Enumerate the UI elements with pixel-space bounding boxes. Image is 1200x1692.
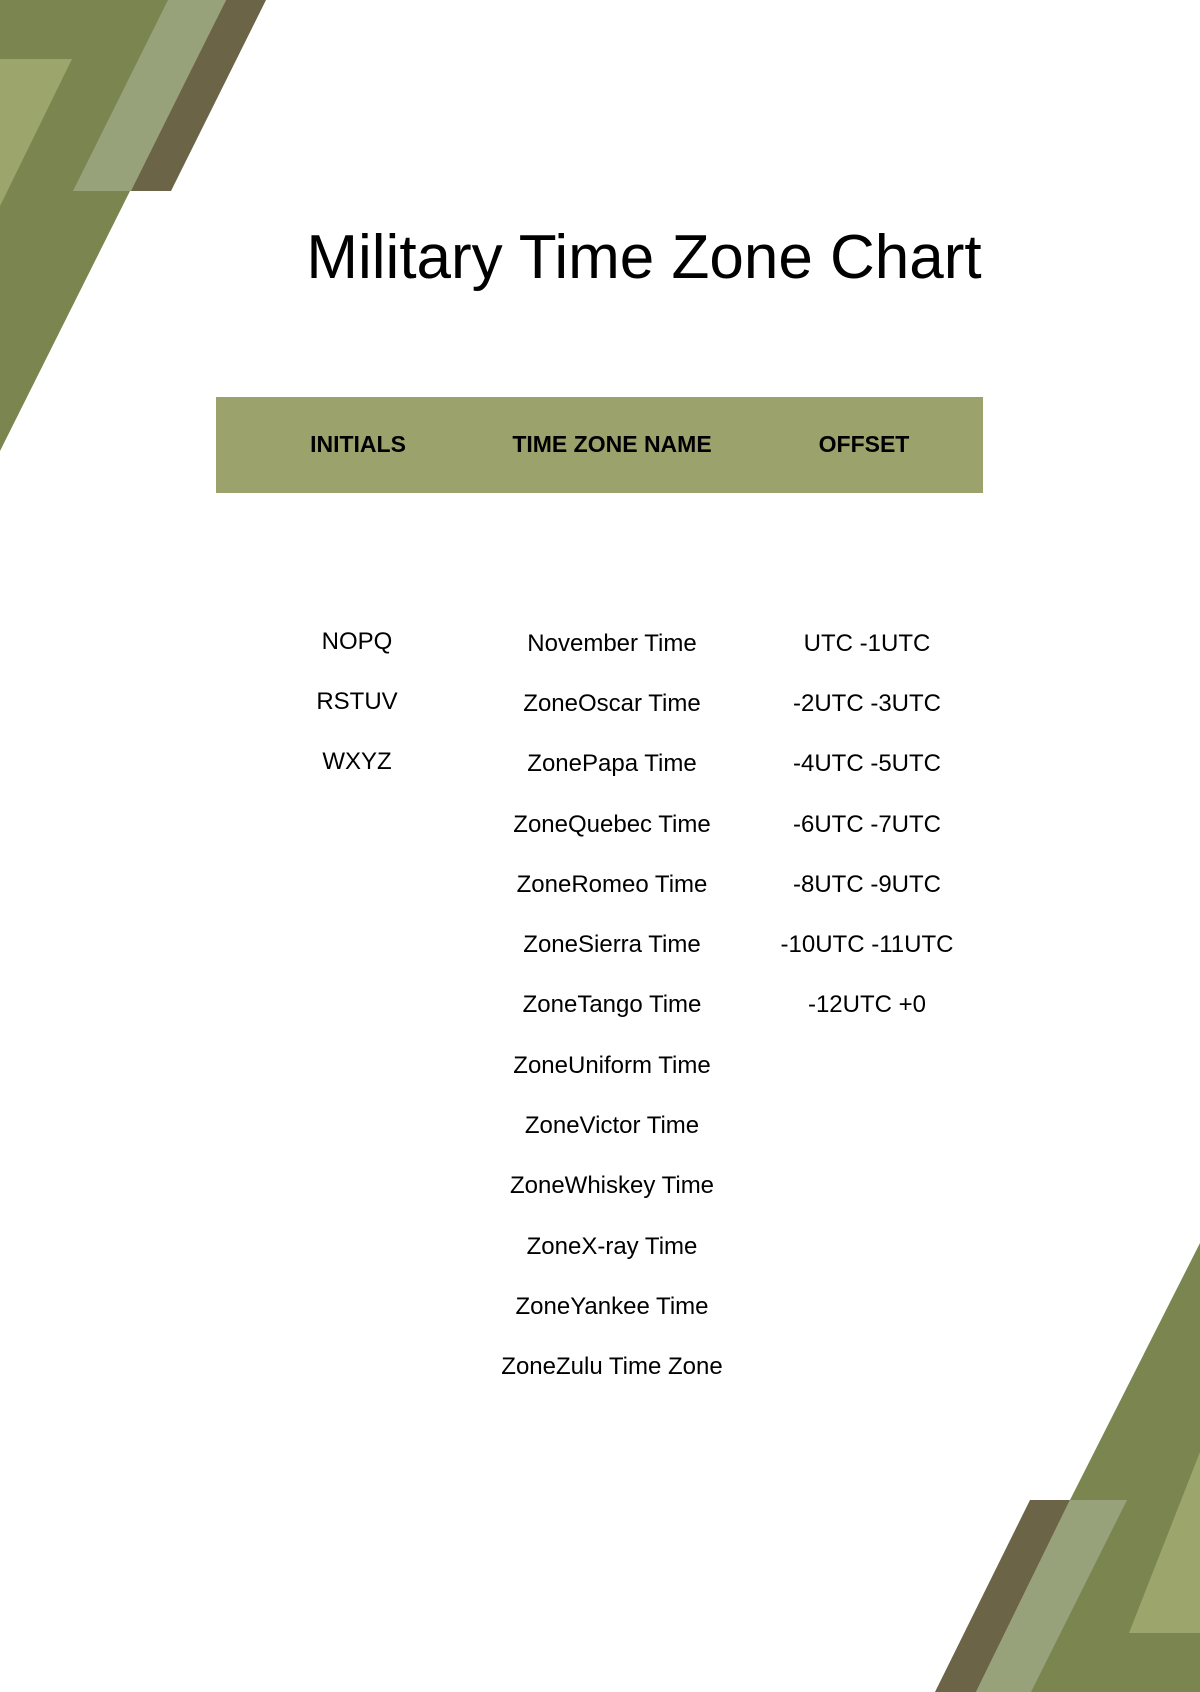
initials-cell: RSTUV bbox=[316, 688, 398, 715]
time-zone-name-cell: ZoneZulu Time Zone bbox=[501, 1353, 723, 1380]
time-zone-name-cell: November Time bbox=[527, 630, 697, 657]
offset-cell: -6UTC -7UTC bbox=[793, 811, 941, 838]
time-zone-name-cell: ZoneOscar Time bbox=[523, 690, 701, 717]
offset-cell: -8UTC -9UTC bbox=[793, 871, 941, 898]
time-zone-name-cell: ZoneTango Time bbox=[522, 991, 702, 1018]
offset-cell: -2UTC -3UTC bbox=[793, 690, 941, 717]
bottom-right-shapes bbox=[935, 1243, 1200, 1692]
header-initials: INITIALS bbox=[310, 431, 406, 457]
time-zone-name-cell: ZoneRomeo Time bbox=[516, 871, 708, 898]
time-zone-name-cell: ZoneVictor Time bbox=[524, 1112, 700, 1139]
header-time-zone-name: TIME ZONE NAME bbox=[512, 431, 712, 457]
header-offset: OFFSET bbox=[818, 431, 910, 457]
offset-cell: -12UTC +0 bbox=[807, 991, 927, 1018]
offset-cell: -4UTC -5UTC bbox=[793, 750, 941, 777]
time-zone-name-cell: ZoneWhiskey Time bbox=[509, 1172, 715, 1199]
initials-cell: NOPQ bbox=[321, 628, 393, 655]
time-zone-name-cell: ZonePapa Time bbox=[527, 750, 697, 777]
offset-cell: -10UTC -11UTC bbox=[780, 931, 954, 958]
initials-cell: WXYZ bbox=[322, 748, 392, 775]
offset-cell: UTC -1UTC bbox=[803, 630, 931, 657]
time-zone-name-cell: ZoneSierra Time bbox=[523, 931, 701, 958]
page-title: Military Time Zone Chart bbox=[306, 223, 982, 292]
time-zone-name-cell: ZoneUniform Time bbox=[513, 1052, 711, 1079]
time-zone-name-cell: ZoneYankee Time bbox=[515, 1293, 709, 1320]
time-zone-name-cell: ZoneQuebec Time bbox=[513, 811, 711, 838]
time-zone-name-cell: ZoneX-ray Time bbox=[526, 1233, 698, 1260]
